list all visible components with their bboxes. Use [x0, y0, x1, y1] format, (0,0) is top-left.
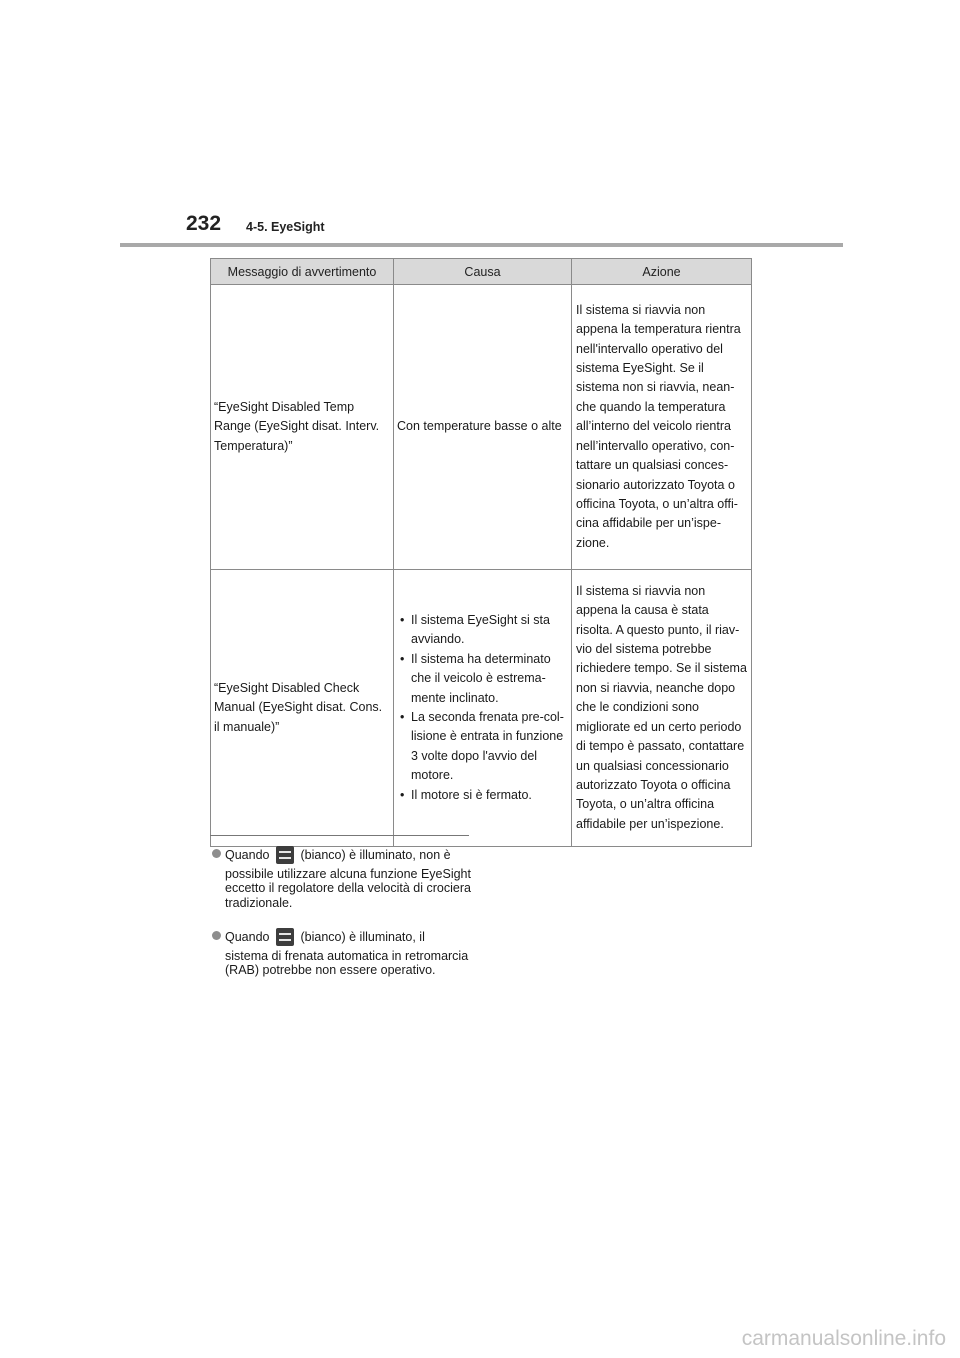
note-bullet-icon [212, 849, 221, 858]
action-cell: Il sistema si riavvia non appena la temperatura rientra nell'intervallo operativo del sistema EyeSight. Se il sistema non si riavvia, neanche quando la temperatura all’interno del veicolo rientra nell’intervallo operativo, contattare un qualsiasi concessionario autorizzato Toyota o officina Toyota, o un’altra officina affidabile per un’ispezione. [572, 285, 752, 570]
message-cell: “EyeSight Disabled Temp Range (EyeSight disat. Interv. Temperatura)” [211, 285, 394, 570]
eyesight-off-icon [276, 846, 294, 864]
note-after-icon-text: (bianco) è illuminato, il [300, 929, 425, 944]
cause-list [397, 611, 569, 805]
table-header-row [211, 259, 752, 285]
note-item [210, 928, 472, 978]
eyesight-off-icon [276, 928, 294, 946]
column-header-message: Messaggio di avvertimento [211, 259, 394, 285]
cause-list-item: • Il sistema EyeSight si sta avviando. [397, 611, 569, 650]
table-row [211, 285, 752, 570]
cause-list-item: • Il sistema ha determinato che il veicolo è estremamente inclinato. [397, 650, 569, 708]
warning-messages-table [210, 258, 752, 847]
notes-divider [210, 835, 469, 836]
note-lead-text: Quando [225, 847, 270, 862]
note-lead-text: Quando [225, 929, 270, 944]
note-bullet-icon [212, 931, 221, 940]
cause-cell [394, 570, 572, 847]
cause-list-item: • La seconda frenata pre-collisione è entrata in funzione 3 volte dopo l'avvio del motore. [397, 708, 569, 786]
column-header-action: Azione [572, 259, 752, 285]
header-divider [120, 243, 843, 247]
watermark: carmanualsonline.info [741, 1327, 946, 1350]
action-cell: Il sistema si riavvia non appena la causa è stata risolta. A questo punto, il riavvio del sistema potrebbe richiedere tempo. Se il sistema non si riavvia, neanche dopo che le condizioni sono migliorate ed un certo periodo di tempo è passato, contattare un qualsiasi concessionario autorizzato Toyota o officina Toyota, o un’altra officina affidabile per un’ispezione. [572, 570, 752, 847]
table-row [211, 570, 752, 847]
note-body-text: sistema di frenata automatica in retromarcia (RAB) potrebbe non essere operativo. [225, 949, 469, 978]
note-after-icon-text: (bianco) è illuminato, non è [300, 847, 451, 862]
cause-cell: Con temperature basse o alte [394, 285, 572, 570]
note-item [210, 846, 472, 910]
column-header-cause: Causa [394, 259, 572, 285]
message-cell: “EyeSight Disabled Check Manual (EyeSight disat. Cons. il manuale)” [211, 570, 394, 847]
note-body-text: possibile utilizzare alcuna funzione EyeSight eccetto il regolatore della velocità di crociera tradizionale. [225, 867, 471, 910]
section-title: 4-5. EyeSight [246, 220, 325, 234]
page-number: 232 [186, 212, 222, 235]
cause-list-item: • Il motore si è fermato. [397, 786, 569, 805]
